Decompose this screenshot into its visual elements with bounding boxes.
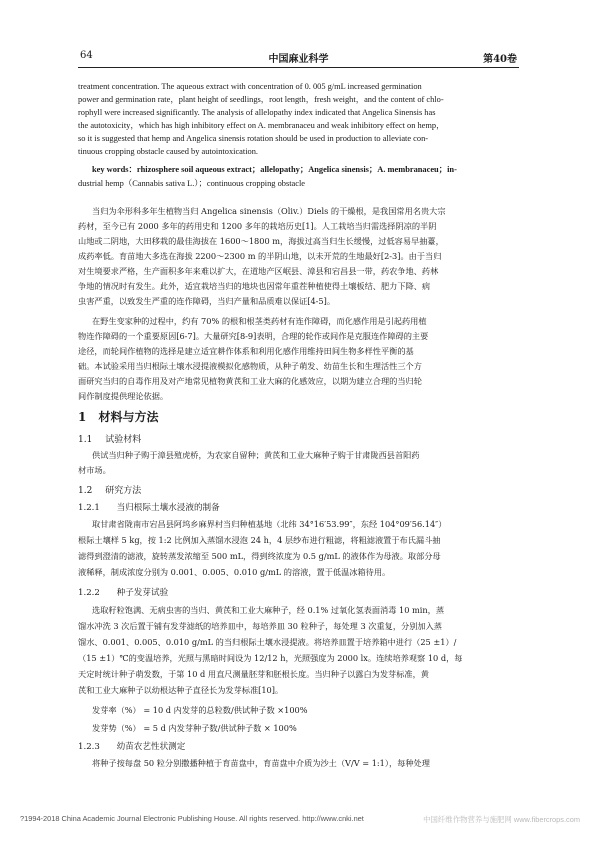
abstract-line: rophyll were increased significantly. The analysis of allelopathy index indicated that Angelica Sinensis has bbox=[78, 108, 436, 117]
running-header bbox=[80, 50, 517, 64]
subsubsection-heading bbox=[78, 586, 168, 598]
page-number: 64 bbox=[80, 50, 93, 61]
watermark-text: 中国纤维作物营养与施肥网 www.fibercrops.com bbox=[423, 815, 580, 824]
abstract-line: the autotoxicity，which has high inhibitory effect on A. membranaceu and weak inhibitory effect on hemp， bbox=[78, 121, 445, 130]
abstract-line: so it is suggested that hemp and Angelica sinensis rotation should be used in production to alleviate con- bbox=[78, 134, 429, 143]
keywords-line: key words：rhizosphere soil aqueous extract；allelopathy；Angelica sinensis；A. membranaceu；in- bbox=[92, 165, 457, 174]
body-line: 药材，至今已有 2000 多年的药用史和 1200 多年的栽培历史[1]。人工栽培当归需选择阴凉的半阴 bbox=[78, 221, 437, 231]
germination-power-formula: 发芽势（%） = 5 d 内发芽种子数/供试种子数 × 100% bbox=[92, 723, 297, 733]
body-line: 取甘肃省陇南市宕昌县阿坞乡麻界村当归种植基地（北纬 34°16′53.99″，东经 104°09′56.14″） bbox=[92, 519, 447, 529]
body-line: 成药率低。育苗地大多选在海拔 2200～2300 m 的半阴山地，以未开荒的生地最好[2-3]。由于当归 bbox=[78, 251, 442, 261]
section-number: 1 bbox=[78, 410, 87, 424]
subsubsection-title: 当归根际土壤水浸液的制备 bbox=[116, 503, 220, 513]
body-line: 液稀释，制成浓度分别为 0.001、0.005、0.010 g/mL 的溶液，置于低温冰箱待用。 bbox=[78, 567, 391, 577]
body-line: 将种子按每盘 50 粒分别撒播种植于育苗盘中，育苗盘中介质为沙土（V/V = 1:1），每种处理 bbox=[92, 758, 430, 768]
subsubsection-heading bbox=[78, 740, 185, 752]
body-line: 根际土壤样 5 kg，按 1:2 比例加入蒸馏水浸泡 24 h，4 层纱布进行粗滤，将粗滤液置于布氏漏斗抽 bbox=[78, 535, 441, 545]
volume-label: 第40卷 bbox=[483, 54, 517, 65]
body-line: 对生境要求严格，生产面积多年来难以扩大，在道地产区岷县、漳县和宕昌县一带，药农争地、药林 bbox=[78, 266, 439, 276]
body-line: 馏水冲洗 3 次后置于铺有发芽滤纸的培养皿中，每培养皿 30 粒种子，每处理 3 次重复，分别加入蒸 bbox=[78, 621, 442, 631]
body-line: 山地或二阴地，大田移栽的最佳海拔在 1600～1800 m，海拔过高当归生长缓慢，过低容易早抽薹， bbox=[78, 236, 444, 246]
subsection-heading bbox=[78, 483, 141, 496]
body-line: 间作制度提供理论依据。 bbox=[78, 391, 169, 401]
body-line: （15 ±1）℃的变温培养，光照与黑暗时间设为 12/12 h，光照强度为 2000 lx。连续培养观察 10 d，每 bbox=[78, 653, 463, 663]
body-line: 途径，而轮间作植物的选择是建立适宜耕作体系和利用化感作用维持田间生物多样性平衡的基 bbox=[78, 346, 414, 356]
body-line: 馏水、0.001、0.005、0.010 g/mL 的当归根际土壤水浸提液。将培养皿置于培养箱中进行（25 ±1）/ bbox=[78, 637, 457, 647]
subsubsection-number: 1.2.1 bbox=[78, 503, 100, 513]
body-line: 物连作障碍的一个重要原因[6-7]。大量研究[8-9]表明，合理的轮作或间作是克服连作障碍的主要 bbox=[78, 331, 429, 341]
body-line: 选取籽粒饱满、无病虫害的当归、黄芪和工业大麻种子，经 0.1% 过氧化氢表面消毒 10 min，蒸 bbox=[92, 605, 445, 615]
abstract-line: treatment concentration. The aqueous extract with concentration of 0. 005 g/mL increased germination bbox=[78, 82, 422, 91]
subsection-title: 研究方法 bbox=[105, 486, 142, 496]
subsubsection-number: 1.2.2 bbox=[78, 588, 100, 598]
body-line: 在野生变家种的过程中，约有 70% 的根和根茎类药材有连作障碍，而化感作用是引起药用植 bbox=[92, 316, 427, 326]
body-line: 面研究当归的自毒作用及对产地常见植物黄芪和工业大麻的化感效应，以期为建立合理的当归轮 bbox=[78, 376, 422, 386]
subsection-number: 1.1 bbox=[78, 435, 93, 445]
body-line: 争地的情况时有发生。此外，适宜栽培当归的地块也因常年重茬种植使得土壤板结、肥力下降、病 bbox=[78, 281, 431, 291]
body-line: 虫害严重，以致发生严重的连作障碍，当归产量和品质难以保证[4-5]。 bbox=[78, 296, 336, 306]
abstract-line: power and germination rate，plant height of seedlings，root length，fresh weight，and the content of chlo- bbox=[78, 95, 444, 104]
keywords-line: dustrial hemp（Cannabis sativa L.）；continuous cropping obstacle bbox=[78, 179, 306, 188]
subsection-heading bbox=[78, 432, 141, 445]
body-line: 芪和工业大麻种子以幼根达种子直径长为发芽标准[10]。 bbox=[78, 685, 284, 695]
subsubsection-title: 种子发芽试验 bbox=[116, 588, 169, 598]
body-line: 材市场。 bbox=[78, 465, 111, 475]
subsubsection-number: 1.2.3 bbox=[78, 742, 100, 752]
section-heading bbox=[78, 408, 159, 425]
body-line: 天定时统计种子萌发数，于第 10 d 用直尺测量胚芽和胚根长度。当归种子以露白为发芽标准，黄 bbox=[78, 669, 429, 679]
body-line: 供试当归种子购于漳县殖虎桥，为农家自留种；黄芪和工业大麻种子购于甘肃陇西县首阳药 bbox=[92, 450, 420, 460]
section-title: 材料与方法 bbox=[98, 410, 159, 424]
abstract-line: tinuous cropping obstacle caused by autointoxication. bbox=[78, 147, 259, 156]
copyright-text: ?1994-2018 China Academic Journal Electronic Publishing House. All rights reserved. http://www.cnki.net bbox=[20, 814, 364, 823]
subsubsection-heading bbox=[78, 501, 220, 513]
subsection-number: 1.2 bbox=[78, 486, 93, 496]
body-line: 滤得到澄清的滤液，旋转蒸发浓缩至 500 mL，得到终浓度为 0.5 g/mL 的液体作为母液。取部分母 bbox=[78, 551, 441, 561]
germination-rate-formula: 发芽率（%） = 10 d 内发芽的总粒数/供试种子数 ×100% bbox=[92, 705, 308, 715]
header-rule bbox=[78, 67, 519, 68]
body-line: 础。本试验采用当归根际土壤水浸提液模拟化感物质，从种子萌发、幼苗生长和生理活性三个方 bbox=[78, 361, 422, 371]
subsection-title: 试验材料 bbox=[105, 435, 142, 445]
subsubsection-title: 幼苗农艺性状测定 bbox=[116, 742, 186, 752]
journal-title: 中国麻业科学 bbox=[268, 54, 329, 65]
copyright-footer bbox=[20, 814, 580, 823]
body-line: 当归为伞形科多年生植物当归 Angelica sinensis（Oliv.）Diels 的干燥根，是我国常用名贵大宗 bbox=[92, 206, 446, 216]
